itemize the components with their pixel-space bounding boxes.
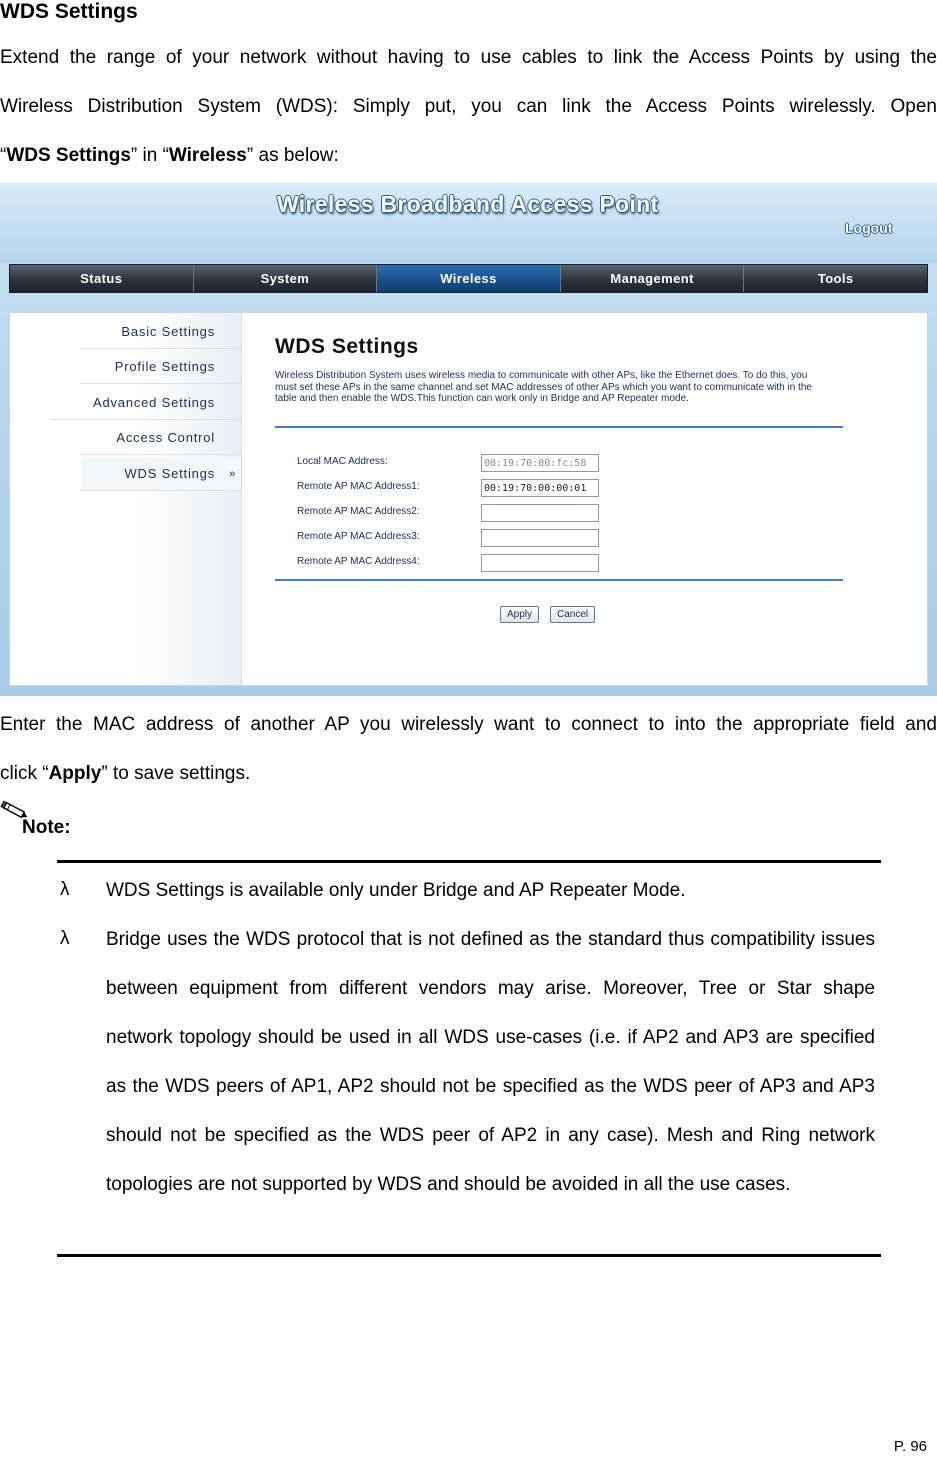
- tab-wireless[interactable]: Wireless: [377, 265, 561, 292]
- remote-mac-1-input[interactable]: [481, 479, 599, 497]
- content-panel: [9, 312, 928, 686]
- note-top-rule: [57, 860, 881, 863]
- tab-system[interactable]: System: [194, 265, 378, 292]
- sidebar-item-profile-settings[interactable]: [81, 350, 241, 384]
- tab-management[interactable]: Management: [561, 265, 745, 292]
- sidebar: [10, 313, 242, 685]
- sidebar-item-advanced-settings[interactable]: [51, 386, 241, 420]
- active-arrow-icon: »: [229, 467, 236, 480]
- brand-title: Wireless Broadband Access Point: [277, 191, 659, 217]
- tab-tools[interactable]: Tools: [817, 271, 854, 286]
- bold-wireless: Wireless: [168, 145, 247, 166]
- text-save: ” to save settings.: [101, 763, 251, 784]
- logout-link[interactable]: Logout: [845, 220, 893, 236]
- bullet-icon: λ: [60, 928, 70, 949]
- ui-screenshot: [0, 183, 937, 696]
- intro-line-3: [0, 144, 937, 168]
- sidebar-item-label: Profile Settings: [114, 359, 215, 374]
- remote-mac-3-label: Remote AP MAC Address3:: [297, 531, 420, 542]
- text-click: click “: [0, 763, 49, 784]
- bullet-icon: λ: [60, 879, 70, 900]
- sidebar-item-label: Basic Settings: [121, 324, 215, 339]
- sidebar-item-basic-settings[interactable]: [81, 315, 241, 349]
- note-bottom-rule: [57, 1254, 881, 1257]
- remote-mac-2-input[interactable]: [481, 504, 599, 522]
- remote-mac-4-input[interactable]: [481, 554, 599, 572]
- bold-wds-settings: WDS Settings: [6, 145, 131, 166]
- section-heading: WDS Settings: [0, 0, 138, 23]
- remote-mac-4-label: Remote AP MAC Address4:: [297, 556, 420, 567]
- tab-status[interactable]: Status: [10, 265, 194, 292]
- note-item-2: Bridge uses the WDS protocol that is not defined as the standard thus compatibility issues between equipment from different vendors may arise. Moreover, Tree or Star shape network topology should be used in all WDS use-cases (i.e. if AP2 and AP3 are specified as the WDS peers of AP1, AP2 should not be specified as the WDS peer of AP3 and AP3 should not be specified as the WDS peer of AP2 in any case). Mesh and Ring network topologies are not supported by WDS and should be avoided in all the use cases.: [106, 929, 875, 1195]
- quote: “: [0, 145, 7, 166]
- apply-button[interactable]: Apply: [500, 606, 539, 623]
- after-line-2: [0, 762, 937, 786]
- sidebar-item-wds-settings[interactable]: [81, 457, 241, 491]
- page-number: P. 96: [893, 1438, 927, 1455]
- text-as-below: ” as below:: [246, 145, 339, 166]
- page-title: WDS Settings: [275, 335, 419, 358]
- local-mac-label: Local MAC Address:: [297, 456, 388, 467]
- remote-mac-3-row: [297, 529, 617, 547]
- remote-mac-4-row: [297, 554, 617, 572]
- local-mac-row: [297, 454, 617, 472]
- remote-mac-2-label: Remote AP MAC Address2:: [297, 506, 420, 517]
- text-in: ” in “: [130, 145, 169, 166]
- remote-mac-1-row: [297, 479, 617, 497]
- note-label: Note:: [22, 817, 71, 838]
- page-description: Wireless Distribution System uses wireless media to communicate with other APs, like the Ethernet does. To do this, you must set these APs in the same channel and set MAC addresses of other APs which you want to communicate with in the table and then enable the WDS.This function can work only in Bridge and AP Repeater mode.: [275, 370, 812, 404]
- sidebar-item-label: WDS Settings: [124, 466, 215, 481]
- bold-apply: Apply: [48, 763, 102, 784]
- note-item-1: WDS Settings is available only under Bridge and AP Repeater Mode.: [106, 880, 686, 901]
- main-nav: [9, 264, 928, 293]
- intro-line-1: Extend the range of your network without having to use cables to link the Access Points by using the: [0, 47, 937, 68]
- remote-mac-2-row: [297, 504, 617, 522]
- sidebar-item-label: Advanced Settings: [92, 395, 215, 410]
- remote-mac-1-label: Remote AP MAC Address1:: [297, 481, 420, 492]
- cancel-button[interactable]: Cancel: [550, 606, 595, 623]
- sidebar-item-label: Access Control: [116, 430, 215, 445]
- intro-line-2: Wireless Distribution System (WDS): Simply put, you can link the Access Points wirelessly. Open: [0, 96, 937, 117]
- after-line-1: Enter the MAC address of another AP you wirelessly want to connect to into the appropriate field and: [0, 714, 937, 735]
- sidebar-item-access-control[interactable]: [81, 421, 241, 455]
- divider: [275, 579, 843, 581]
- divider: [275, 426, 843, 428]
- remote-mac-3-input[interactable]: [481, 529, 599, 547]
- local-mac-input: [481, 454, 599, 472]
